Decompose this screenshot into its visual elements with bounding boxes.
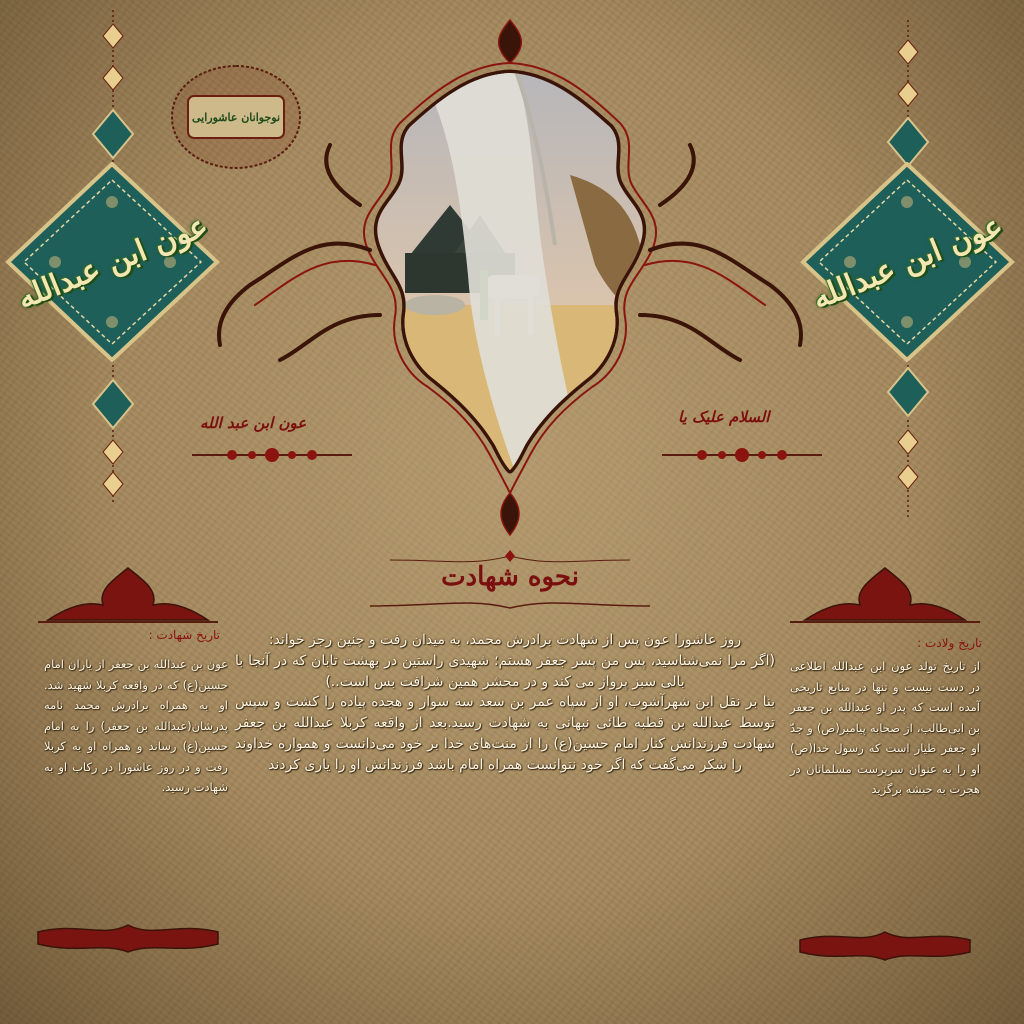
main-text <box>235 630 775 776</box>
emblem-left <box>5 162 220 362</box>
martyrdom-date-heading: تاریخ شهادت : <box>148 628 220 642</box>
birth-panel <box>780 560 990 980</box>
main-paragraph: بنا بر نقل ابن شهرآشوب، او از سپاه عمر بن سعد سه سوار و هجده پیاده را کشت و سپس توسط عبدالله بن قطبه طائی نبهانی به شهادت رسید.بعد از واقعه کربلا عبدالله بن جعفر شهادت فرزندانش کنار امام حسین(ع) را از منت‌های خدا بر خود می‌دانست و همواره خداوند را شکر می‌گفت که اگر خود نتوانست همراه امام باشد فرزندانش او را یاری کردند <box>235 694 775 773</box>
frame-label-right: السلام علیک یا <box>678 408 770 426</box>
logo-text: نوجوانان عاشورایی <box>191 110 281 124</box>
emblem-right <box>800 162 1015 362</box>
emblem-left-text: عون ابن عبدالله <box>12 207 213 317</box>
right-label-divider <box>662 440 822 470</box>
martyrdom-date-body: عون بن عبدالله بن جعفر از یاران امام حسین(ع) که در واقعه کربلا شهید شد. او به همراه برادرش محمد نامه پدرشان(عبدالله بن جعفر) را به امام حسین(ع) رساند و همراه او به کربلا رفت و در روز عاشورا در رکاب او به شهادت رسید. <box>44 657 228 794</box>
birth-body: از تاریخ تولد عون ابن عبدالله اطلاعی در دست نیست و تنها در منابع تاریخی آمده است که پدر او عبدالله بن جعفر بن ابی‌طالب، از صحابه پیامبر(ص) و جدّ او جعفر طیار است که رسول خدا(ص) او را به عنوان سرپرست مسلمانان در هجرت به حبشه برگزید <box>790 659 980 796</box>
page-title: نحوه شهادت <box>441 562 579 592</box>
frame-label-left: عون ابن عبد الله <box>200 414 307 432</box>
emblem-right-text: عون ابن عبدالله <box>807 207 1008 317</box>
title-block <box>360 548 660 614</box>
left-label-divider <box>192 440 352 470</box>
main-paragraph: (اگر مرا نمی‌شناسید، پس من پسر جعفر هستم؛ شهیدی راستین در بهشت تابان که در آنجا با بالی سبز پرواز می کند و در محشر همین شرافت بس است..) <box>235 652 775 690</box>
main-paragraph: روز عاشورا عون پس از شهادت برادرش محمد، به میدان رفت و چنین رجز خواند: <box>268 632 742 648</box>
birth-heading: تاریخ ولادت : <box>917 636 982 650</box>
martyrdom-date-panel <box>28 560 228 980</box>
